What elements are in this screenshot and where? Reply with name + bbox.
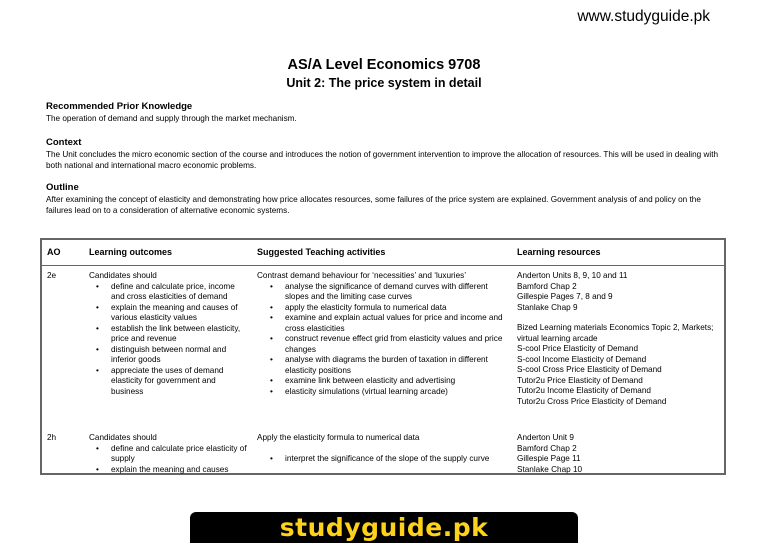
outcomes-intro: Candidates should [89,271,157,280]
resource-item: Stanlake Chap 10 [517,464,583,474]
row-ao-code: 2h [47,433,57,442]
resource-item: Stanlake Chap 9 [517,302,578,312]
resource-item: Tutor2u Income Elasticity of Demand [517,386,651,395]
outcome-item: • define and calculate price, income and cross elasticities of demand [89,282,249,303]
resource-item: Anderton Units 8, 9, 10 and 11 [517,271,628,280]
row-learning-outcomes [89,271,249,397]
scheme-of-work-table [40,238,726,475]
resource-item: Gillespie Page 11 [517,454,581,463]
activity-item: • examine and explain actual values for price and income and cross elasticities [263,313,509,334]
activity-item: • elasticity simulations (virtual learning arcade) [263,387,509,398]
header-learning-resources: Learning resources [517,247,601,257]
row-learning-outcomes [89,433,249,475]
outcome-item: • explain the meaning and causes of various elasticity values [89,303,249,324]
outline-heading: Outline [46,182,79,193]
outcome-item: • explain the meaning and causes [89,465,249,476]
resource-item: Gillespie Pages 7, 8 and 9 [517,292,613,301]
resource-item: S-cool Price Elasticity of Demand [517,344,639,353]
studyguide-logo: studyguide.pk [279,513,489,542]
activity-item: • construct revenue effect grid from elasticity values and price changes [263,334,509,355]
resource-item: Tutor2u Price Elasticity of Demand [517,375,643,385]
header-teaching-activities: Suggested Teaching activities [257,247,386,257]
document-title: AS/A Level Economics 9708 [287,57,481,73]
row-teaching-activities [257,433,509,464]
resource-item: Tutor2u Cross Price Elasticity of Demand [517,396,667,406]
resource-item: Bamford Chap 2 [517,443,577,453]
row-ao-code: 2e [47,271,57,280]
prior-knowledge-text: The operation of demand and supply through the market mechanism. [46,114,297,123]
header-divider [42,265,724,266]
context-text: The Unit concludes the micro economic section of the course and introduces the notion of government intervention to improve the allocation of resources. This will be used in dealing with both national and international macro economic problems. [46,150,719,170]
resource-item: S-cool Cross Price Elasticity of Demand [517,365,662,374]
resource-item: Anderton Unit 9 [517,433,574,442]
resource-item: Bamford Chap 2 [517,281,577,291]
outcome-item: • appreciate the uses of demand elasticity for government and business [89,366,249,398]
outline-text: After examining the concept of elasticity and demonstrating how price allocates resources, some failures of the price system are explained. Government analysis of and policy on the failures lead on to a consideration of alternative economic systems. [46,195,701,215]
row-learning-resources [517,433,722,475]
header-ao: AO [47,247,61,257]
resource-item: S-cool Income Elasticity of Demand [517,354,647,364]
row-teaching-activities [257,271,509,397]
header-learning-outcomes: Learning outcomes [89,247,173,257]
activity-item: • apply the elasticity formula to numerical data [263,303,509,314]
footer-logo-banner [190,512,578,543]
site-url: www.studyguide.pk [577,8,710,25]
prior-knowledge-heading: Recommended Prior Knowledge [46,101,193,112]
activities-intro: Contrast demand behaviour for ‘necessities’ and ‘luxuries’ [257,271,467,280]
activities-intro: Apply the elasticity formula to numerical data [257,433,420,442]
resource-item: Bized Learning materials Economics Topic 2, Markets; virtual learning arcade [517,323,714,343]
activity-item: • analyse the significance of demand curves with different slopes and the limiting case curves [263,282,509,303]
document-subtitle: Unit 2: The price system in detail [286,76,482,90]
outcome-item: • distinguish between normal and inferior goods [89,345,249,366]
context-heading: Context [46,137,82,148]
activity-item: • examine link between elasticity and advertising [263,376,509,387]
row-learning-resources [517,271,722,407]
outcome-item: • define and calculate price elasticity of supply [89,444,249,465]
outcomes-intro: Candidates should [89,433,157,442]
activity-item: • interpret the significance of the slope of the supply curve [263,454,509,465]
outcome-item: • establish the link between elasticity, price and revenue [89,324,249,345]
activity-item: • analyse with diagrams the burden of taxation in different elasticity positions [263,355,509,376]
